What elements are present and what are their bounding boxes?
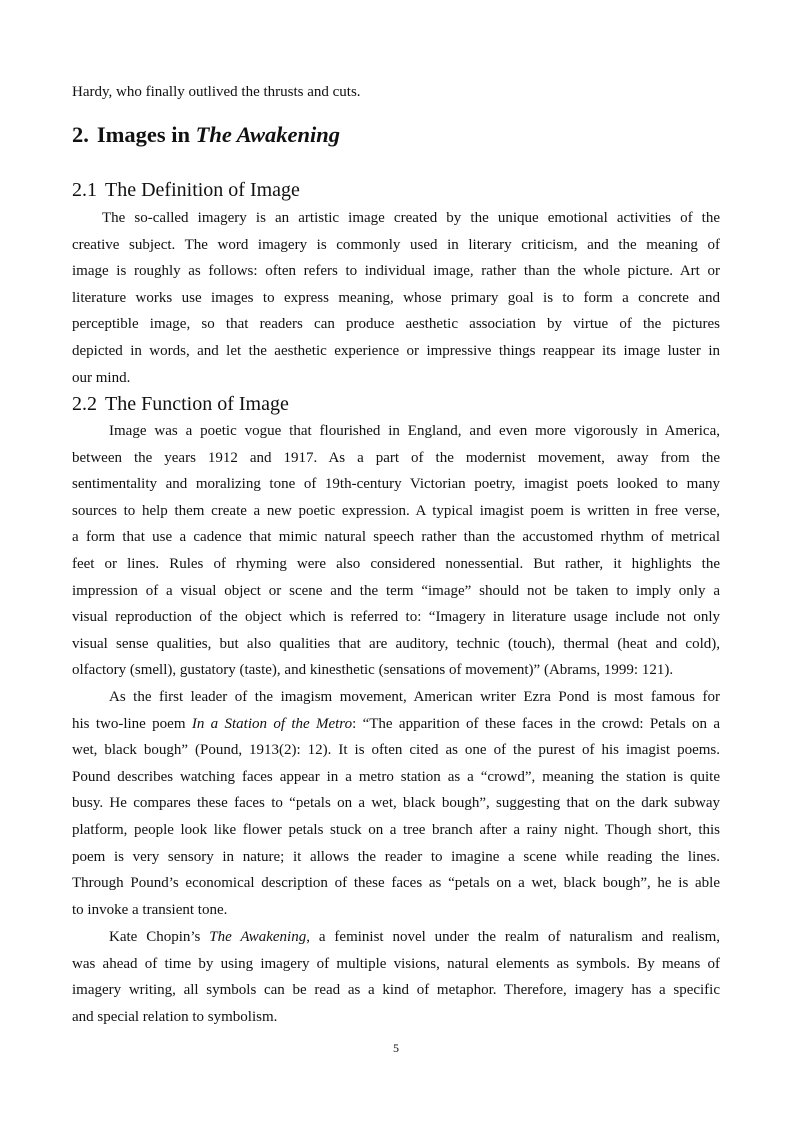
text-line: perceptible image, so that readers can produce aesthetic association by virtue of the pictures <box>72 316 720 333</box>
text-line: poem is very sensory in nature; it allows the reader to imagine a scene while reading the lines. <box>72 848 720 865</box>
text-span: his two-line poem <box>72 715 192 732</box>
text-line <box>72 711 720 738</box>
text-span: : “The apparition of these faces in the crowd: Petals on a <box>352 715 720 732</box>
section-number: 2. <box>72 122 89 147</box>
text-span: , a feminist novel under the realm of naturalism and realism, <box>306 929 721 945</box>
text-line: Image was a poetic vogue that flourished in England, and even more vigorously in America, <box>109 423 720 439</box>
text-line: creative subject. The word imagery is commonly used in literary criticism, and the meaning of <box>72 236 720 253</box>
text-line: As the first leader of the imagism movement, American writer Ezra Pond is most famous for <box>109 689 720 705</box>
text-line: sentimentality and moralizing tone of 19th-century Victorian poetry, imagist poets looked to many <box>72 476 720 493</box>
section-heading <box>72 120 340 150</box>
text-line: our mind. <box>72 369 131 386</box>
paragraph-function-1 <box>72 418 720 684</box>
paragraph-definition <box>72 205 720 391</box>
text-line: impression of a visual object or scene and the term “image” should not be taken to imply only a <box>72 582 720 599</box>
novel-title-italic: The Awakening <box>209 929 307 945</box>
text-line: to invoke a transient tone. <box>72 901 228 918</box>
subsection-number: 2.2 <box>72 393 97 415</box>
section-title-prefix: Images in <box>96 122 196 147</box>
text-span: Kate Chopin’s <box>109 929 210 945</box>
subsection-heading-function <box>72 390 289 418</box>
text-line: wet, black bough” (Pound, 1913(2): 12). It is often cited as one of the purest of his imagist poems. <box>72 742 720 759</box>
text-line: Pound describes watching faces appear in a metro station as a “crowd”, meaning the station is quite <box>72 768 720 785</box>
section-title-italic: The Awakening <box>195 122 341 147</box>
text-line: imagery writing, all symbols can be read as a kind of metaphor. Therefore, imagery has a specific <box>72 982 720 999</box>
text-line: visual sense qualities, but also qualities that are auditory, technic (touch), thermal (heat and cold), <box>72 635 720 652</box>
text-line: and special relation to symbolism. <box>72 1008 278 1025</box>
subsection-title: The Function of Image <box>105 393 289 415</box>
continuation-text: Hardy, who finally outlived the thrusts and cuts. <box>72 84 361 100</box>
text-line: sources to help them create a new poetic expression. A typical imagist poem is written in free verse, <box>72 502 720 519</box>
subsection-title: The Definition of Image <box>105 179 300 201</box>
text-line: between the years 1912 and 1917. As a part of the modernist movement, away from the <box>72 449 720 466</box>
text-line: busy. He compares these faces to “petals on a wet, black bough”, suggesting that on the dark subway <box>72 795 720 812</box>
text-line: platform, people look like flower petals stuck on a tree branch after a rainy night. Though short, this <box>72 821 720 838</box>
poem-title-italic: In a Station of the Metro <box>191 715 353 732</box>
subsection-number: 2.1 <box>72 179 97 201</box>
text-line: a form that use a cadence that mimic natural speech rather than the accustomed rhythm of metrical <box>72 529 720 546</box>
paragraph-function-3 <box>72 924 720 1030</box>
text-line: feet or lines. Rules of rhyming were also considered nonessential. But rather, it highlights the <box>72 555 720 572</box>
text-line: olfactory (smell), gustatory (taste), and kinesthetic (sensations of movement)” (Abrams, 1999: 121). <box>72 662 674 679</box>
subsection-heading-definition <box>72 176 300 204</box>
text-line: was ahead of time by using imagery of multiple visions, natural elements as symbols. By means of <box>72 955 720 972</box>
text-line: image is roughly as follows: often refers to individual image, rather than the whole picture. Art or <box>72 263 720 280</box>
paragraph-function-2 <box>72 684 720 923</box>
text-line: literature works use images to express meaning, whose primary goal is to form a concrete and <box>72 289 720 306</box>
text-line <box>72 924 720 951</box>
text-line: The so-called imagery is an artistic image created by the unique emotional activities of the <box>102 210 720 226</box>
page-number: 5 <box>393 1041 399 1055</box>
text-line: depicted in words, and let the aesthetic experience or impressive things reappear its image luster in <box>72 342 720 359</box>
text-line: Through Pound’s economical description of these faces as “petals on a wet, black bough”, he is able <box>72 875 720 892</box>
text-line: visual reproduction of the object which is referred to: “Imagery in literature usage include not only <box>72 609 720 626</box>
document-page <box>72 0 720 1122</box>
